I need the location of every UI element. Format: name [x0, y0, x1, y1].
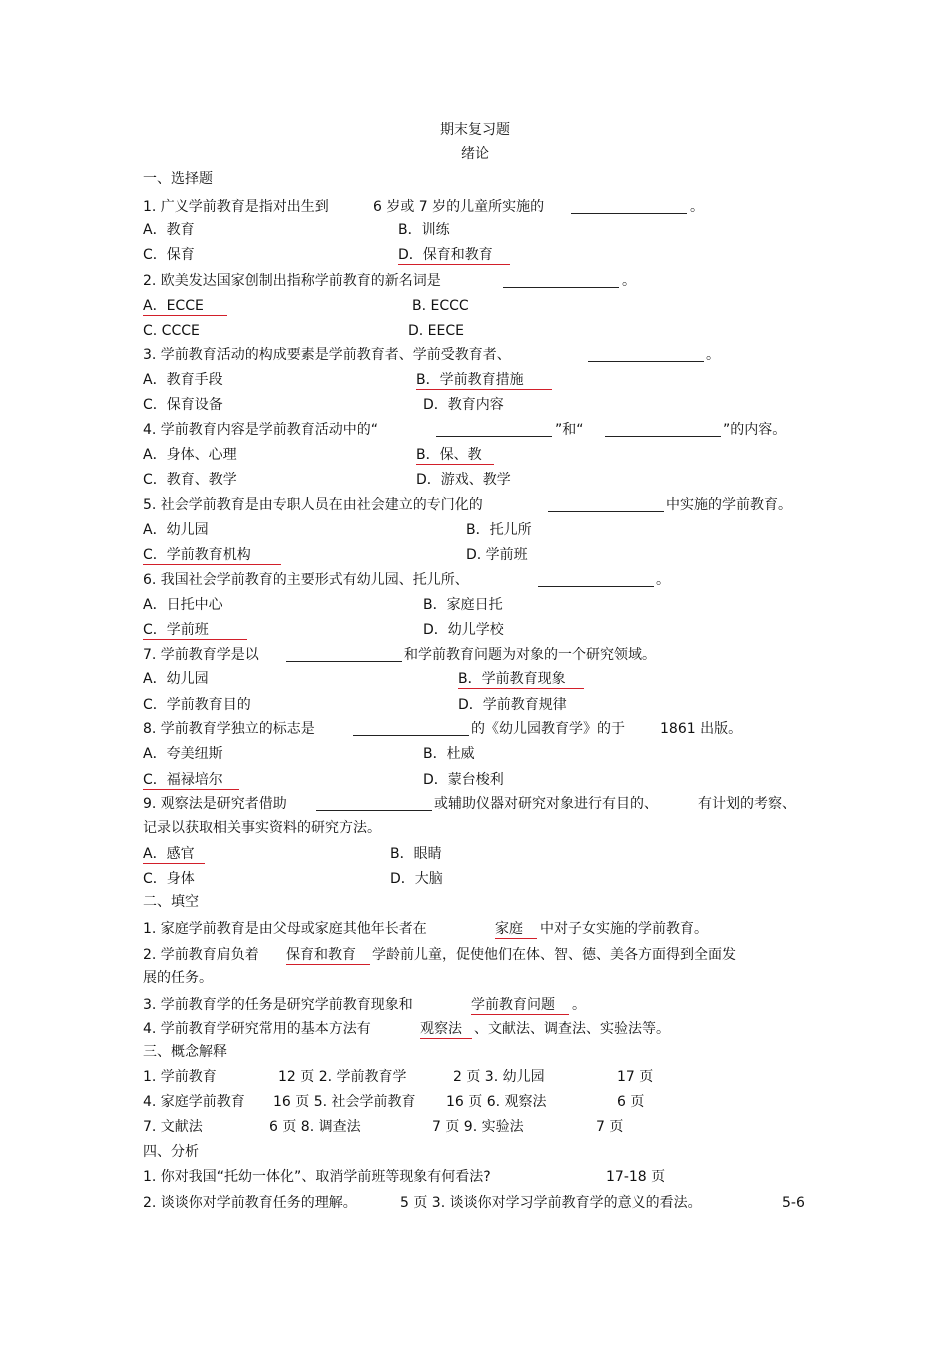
q1-option-b: B．训练	[398, 222, 450, 238]
f4-text: 4. 学前教育学研究常用的基本方法有	[143, 1021, 371, 1037]
concept-row2-d: 6 页	[617, 1094, 645, 1110]
q2-option-a-answer: A．ECCE	[143, 297, 227, 316]
q8-text: 8. 学前教育学独立的标志是	[143, 721, 315, 737]
q6-blank	[538, 586, 654, 587]
q7-end: 和学前教育问题为对象的一个研究领域。	[404, 647, 656, 663]
q1-end: 。	[690, 199, 704, 215]
q2-end: 。	[622, 273, 636, 289]
q5-text: 5. 社会学前教育是由专职人员在由社会建立的专门化的	[143, 497, 483, 513]
q3-option-b-answer: B．学前教育措施	[416, 371, 552, 390]
q8-option-c-answer: C．福禄培尔	[143, 771, 239, 790]
q3-end: 。	[706, 347, 720, 363]
f3-end: 。	[572, 997, 586, 1013]
q4-option-b-answer: B．保、教	[416, 446, 494, 465]
q7-blank	[286, 661, 402, 662]
doc-subtitle: 绪论	[461, 146, 489, 162]
f2-end: 学龄前儿童，促使他们在体、智、德、美各方面得到全面发	[372, 947, 736, 963]
f4-end: 、文献法、调查法、实验法等。	[474, 1021, 670, 1037]
q1-option-a: A．教育	[143, 222, 195, 238]
q8-option-b: B．杜威	[423, 746, 475, 762]
q6-option-a: A．日托中心	[143, 597, 223, 613]
q3-option-c: C．保育设备	[143, 397, 223, 413]
f3-text: 3. 学前教育学的任务是研究学前教育现象和	[143, 997, 413, 1013]
q1-option-d-answer: D．保育和教育	[398, 246, 510, 265]
q4-end: ”的内容。	[723, 422, 787, 438]
f2-text: 2. 学前教育肩负着	[143, 947, 259, 963]
q8-option-d: D．蒙台梭利	[423, 772, 504, 788]
concept-row3-d: 7 页	[596, 1119, 624, 1135]
analysis-q3: 5 页 3. 谈谈你对学习学前教育学的意义的看法。	[400, 1195, 702, 1211]
section-concept: 三、概念解释	[143, 1044, 227, 1060]
f1-answer: 家庭	[495, 920, 537, 939]
concept-row1-d: 17 页	[617, 1069, 654, 1085]
q6-option-d: D．幼儿学校	[423, 622, 504, 638]
analysis-q2: 2. 谈谈你对学前教育任务的理解。	[143, 1195, 357, 1211]
q9-option-d: D．大脑	[390, 871, 443, 887]
q9-text-line2: 记录以获取相关事实资料的研究方法。	[143, 820, 381, 836]
f1-text: 1. 家庭学前教育是由父母或家庭其他年长者在	[143, 921, 427, 937]
q1-option-c: C．保育	[143, 247, 195, 263]
q3-blank	[588, 361, 704, 362]
q9-text: 9. 观察法是研究者借助	[143, 796, 287, 812]
q7-option-d: D．学前教育规律	[458, 697, 567, 713]
q4-blank-2	[605, 436, 721, 437]
q7-option-c: C．学前教育目的	[143, 697, 251, 713]
q6-option-c-answer: C．学前班	[143, 621, 247, 640]
q8-text-mid: 的《幼儿园教育学》的于	[471, 721, 625, 737]
q5-end: 中实施的学前教育。	[666, 497, 792, 513]
f4-answer: 观察法	[420, 1020, 472, 1039]
q3-option-d: D．教育内容	[423, 397, 504, 413]
q7-option-b-answer: B．学前教育现象	[458, 670, 584, 689]
concept-row2-c: 16 页 6. 观察法	[446, 1094, 547, 1110]
q9-text-mid: 或辅助仪器对研究对象进行有目的、	[434, 796, 658, 812]
concept-row1-b: 12 页 2. 学前教育学	[278, 1069, 407, 1085]
doc-title: 期末复习题	[440, 122, 510, 138]
q2-blank	[503, 287, 619, 288]
f2-answer: 保育和教育	[286, 946, 370, 965]
q9-end: 有计划的考察、	[698, 796, 796, 812]
q6-end: 。	[656, 572, 670, 588]
concept-row3-b: 6 页 8. 调查法	[269, 1119, 361, 1135]
q3-option-a: A．教育手段	[143, 372, 223, 388]
q4-text: 4. 学前教育内容是学前教育活动中的“	[143, 422, 379, 438]
q2-option-d: D. EECE	[408, 323, 464, 339]
analysis-q3-page: 5-6	[782, 1195, 805, 1211]
section-choice: 一、选择题	[143, 171, 213, 187]
concept-row2-b: 16 页 5. 社会学前教育	[273, 1094, 416, 1110]
q2-option-b: B. ECCC	[412, 298, 469, 314]
q9-option-a-answer: A．感官	[143, 845, 205, 864]
analysis-q1-page: 17-18 页	[606, 1169, 666, 1185]
q3-text: 3. 学前教育活动的构成要素是学前教育者、学前受教育者、	[143, 347, 511, 363]
q2-text: 2. 欧美发达国家创制出指称学前教育的新名词是	[143, 273, 441, 289]
q4-text-mid: ”和“	[555, 422, 584, 438]
q1-text: 1. 广义学前教育是指对出生到	[143, 199, 329, 215]
f3-answer: 学前教育问题	[471, 996, 569, 1015]
f2-text-line2: 展的任务。	[143, 970, 213, 986]
q7-text: 7. 学前教育学是以	[143, 647, 259, 663]
analysis-q1: 1. 你对我国“托幼一体化”、取消学前班等现象有何看法?	[143, 1169, 491, 1185]
q8-blank	[353, 735, 469, 736]
concept-row1-c: 2 页 3. 幼儿园	[453, 1069, 545, 1085]
section-fill: 二、填空	[143, 894, 199, 910]
concept-row2-a: 4. 家庭学前教育	[143, 1094, 245, 1110]
q4-option-d: D．游戏、教学	[416, 472, 511, 488]
concept-row3-c: 7 页 9. 实验法	[432, 1119, 524, 1135]
q2-option-c: C. CCCE	[143, 323, 200, 339]
q5-blank	[548, 511, 664, 512]
q9-option-b: B．眼睛	[390, 846, 442, 862]
q5-option-c-answer: C．学前教育机构	[143, 546, 281, 565]
q4-blank-1	[436, 436, 552, 437]
concept-row3-a: 7. 文献法	[143, 1119, 203, 1135]
q5-option-a: A．幼儿园	[143, 522, 209, 538]
concept-row1-a: 1. 学前教育	[143, 1069, 217, 1085]
q4-option-c: C．教育、教学	[143, 472, 237, 488]
q1-text-2: 6 岁或 7 岁的儿童所实施的	[373, 199, 545, 215]
f1-end: 中对子女实施的学前教育。	[540, 921, 708, 937]
q9-blank	[316, 810, 432, 811]
q1-blank	[571, 213, 687, 214]
q6-option-b: B．家庭日托	[423, 597, 503, 613]
q7-option-a: A．幼儿园	[143, 671, 209, 687]
q8-end: 1861 出版。	[660, 721, 743, 737]
q5-option-d: D. 学前班	[466, 547, 528, 563]
section-analysis: 四、分析	[143, 1144, 199, 1160]
q4-option-a: A．身体、心理	[143, 447, 237, 463]
q5-option-b: B．托儿所	[466, 522, 532, 538]
q9-option-c: C．身体	[143, 871, 195, 887]
q8-option-a: A．夸美纽斯	[143, 746, 223, 762]
q6-text: 6. 我国社会学前教育的主要形式有幼儿园、托儿所、	[143, 572, 469, 588]
